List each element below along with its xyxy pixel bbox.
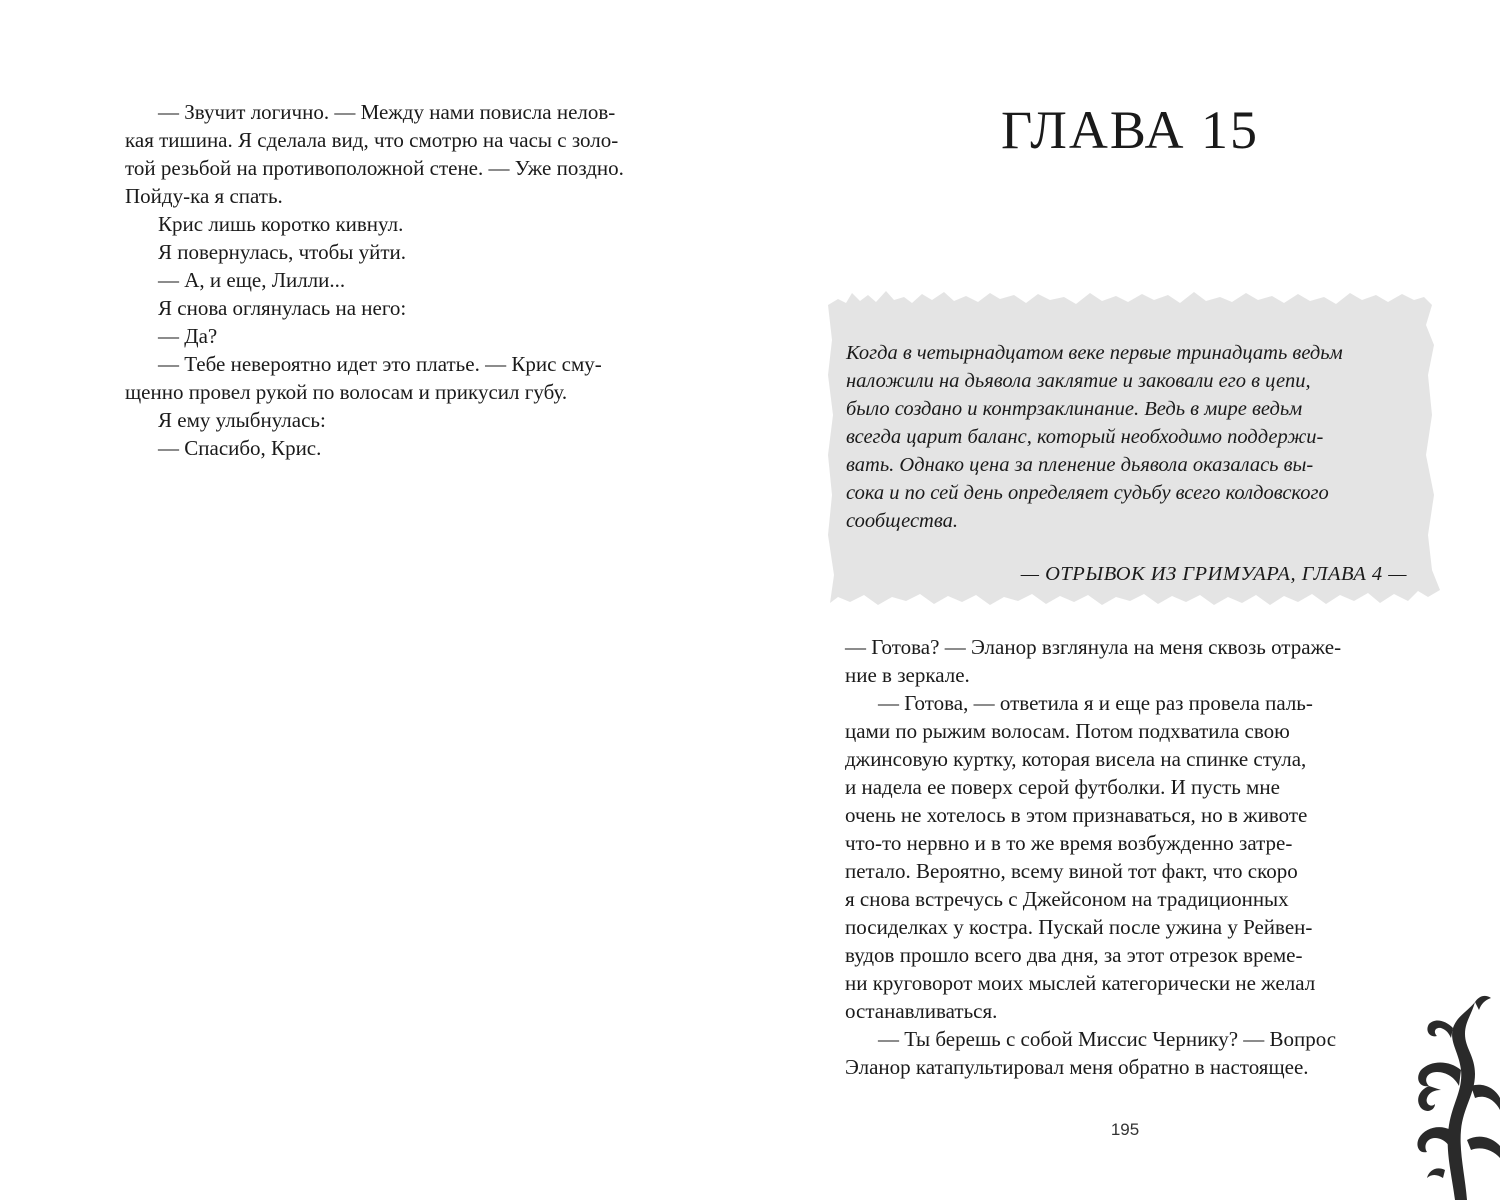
right-line: очень не хотелось в этом признаваться, но в животе — [845, 803, 1308, 827]
page-number: 195 — [1110, 1120, 1140, 1139]
left-line: щенно провел рукой по волосам и прикусил губу. — [125, 380, 568, 404]
left-line: той резьбой на противоположной стене. — Уже поздно. — [125, 156, 624, 180]
left-line: — Звучит логично. — Между нами повисла нелов- — [158, 100, 616, 124]
left-page — [125, 98, 655, 462]
epigraph-line: вать. Однако цена за пленение дьявола оказалась вы- — [846, 454, 1314, 476]
floral-scroll-ornament-icon — [1405, 990, 1500, 1200]
epigraph-line: всегда царит баланс, который необходимо поддержи- — [846, 426, 1324, 448]
right-line: что-то нервно и в то же время возбужденно затре- — [845, 831, 1293, 855]
left-line: Я снова оглянулась на него: — [158, 296, 407, 320]
right-line: Эланор катапультировал меня обратно в настоящее. — [845, 1055, 1309, 1079]
right-line: и надела ее поверх серой футболки. И пусть мне — [845, 775, 1280, 799]
right-line: — Готова? — Эланор взглянула на меня сквозь отраже- — [845, 635, 1342, 659]
left-line: Крис лишь коротко кивнул. — [158, 212, 404, 236]
left-line: — Да? — [158, 324, 218, 348]
right-line: вудов прошло всего два дня, за этот отрезок време- — [845, 943, 1303, 967]
right-page — [845, 100, 1407, 1079]
epigraph-line: Когда в четырнадцатом веке первые тринадцать ведьм — [846, 342, 1343, 364]
epigraph-line: наложили на дьявола заклятие и заковали его в цепи, — [846, 370, 1311, 392]
left-line: — Тебе невероятно идет это платье. — Крис сму- — [158, 352, 602, 376]
right-line: джинсовую куртку, которая висела на спинке стула, — [845, 747, 1307, 771]
chapter-title: ГЛАВА 15 — [1001, 100, 1259, 160]
right-line: петало. Вероятно, всему виной тот факт, что скоро — [845, 859, 1298, 883]
left-line: кая тишина. Я сделала вид, что смотрю на часы с золо- — [125, 128, 619, 152]
right-line: ние в зеркале. — [845, 663, 970, 687]
left-line: Я ему улыбнулась: — [158, 408, 326, 432]
right-line: ни круговорот моих мыслей категорически не желал — [845, 971, 1316, 995]
left-line: Пойду-ка я спать. — [125, 184, 283, 208]
epigraph-line: сока и по сей день определяет судьбу всего колдовского — [846, 482, 1329, 504]
epigraph-line: было создано и контрзаклинание. Ведь в мире ведьм — [846, 398, 1303, 420]
right-line: я снова встречусь с Джейсоном на традиционных — [845, 887, 1289, 911]
right-line: посиделках у костра. Пускай после ужина у Рейвен- — [845, 915, 1313, 939]
right-body-text — [845, 633, 1405, 1081]
right-line: цами по рыжим волосам. Потом подхватила свою — [845, 719, 1290, 743]
epigraph — [828, 285, 1440, 615]
left-line: — Спасибо, Крис. — [158, 436, 322, 460]
epigraph-line: сообщества. — [846, 510, 958, 532]
left-line: — А, и еще, Лилли... — [158, 268, 346, 292]
right-line: — Готова, — ответила я и еще раз провела паль- — [878, 691, 1313, 715]
epigraph-source: — ОТРЫВОК ИЗ ГРИМУАРА, ГЛАВА 4 — — [1020, 563, 1407, 585]
right-line: останавливаться. — [845, 999, 998, 1023]
left-line: Я повернулась, чтобы уйти. — [158, 240, 407, 264]
right-line: — Ты берешь с собой Миссис Чернику? — Вопрос — [878, 1027, 1337, 1051]
epigraph-text — [846, 339, 1406, 535]
